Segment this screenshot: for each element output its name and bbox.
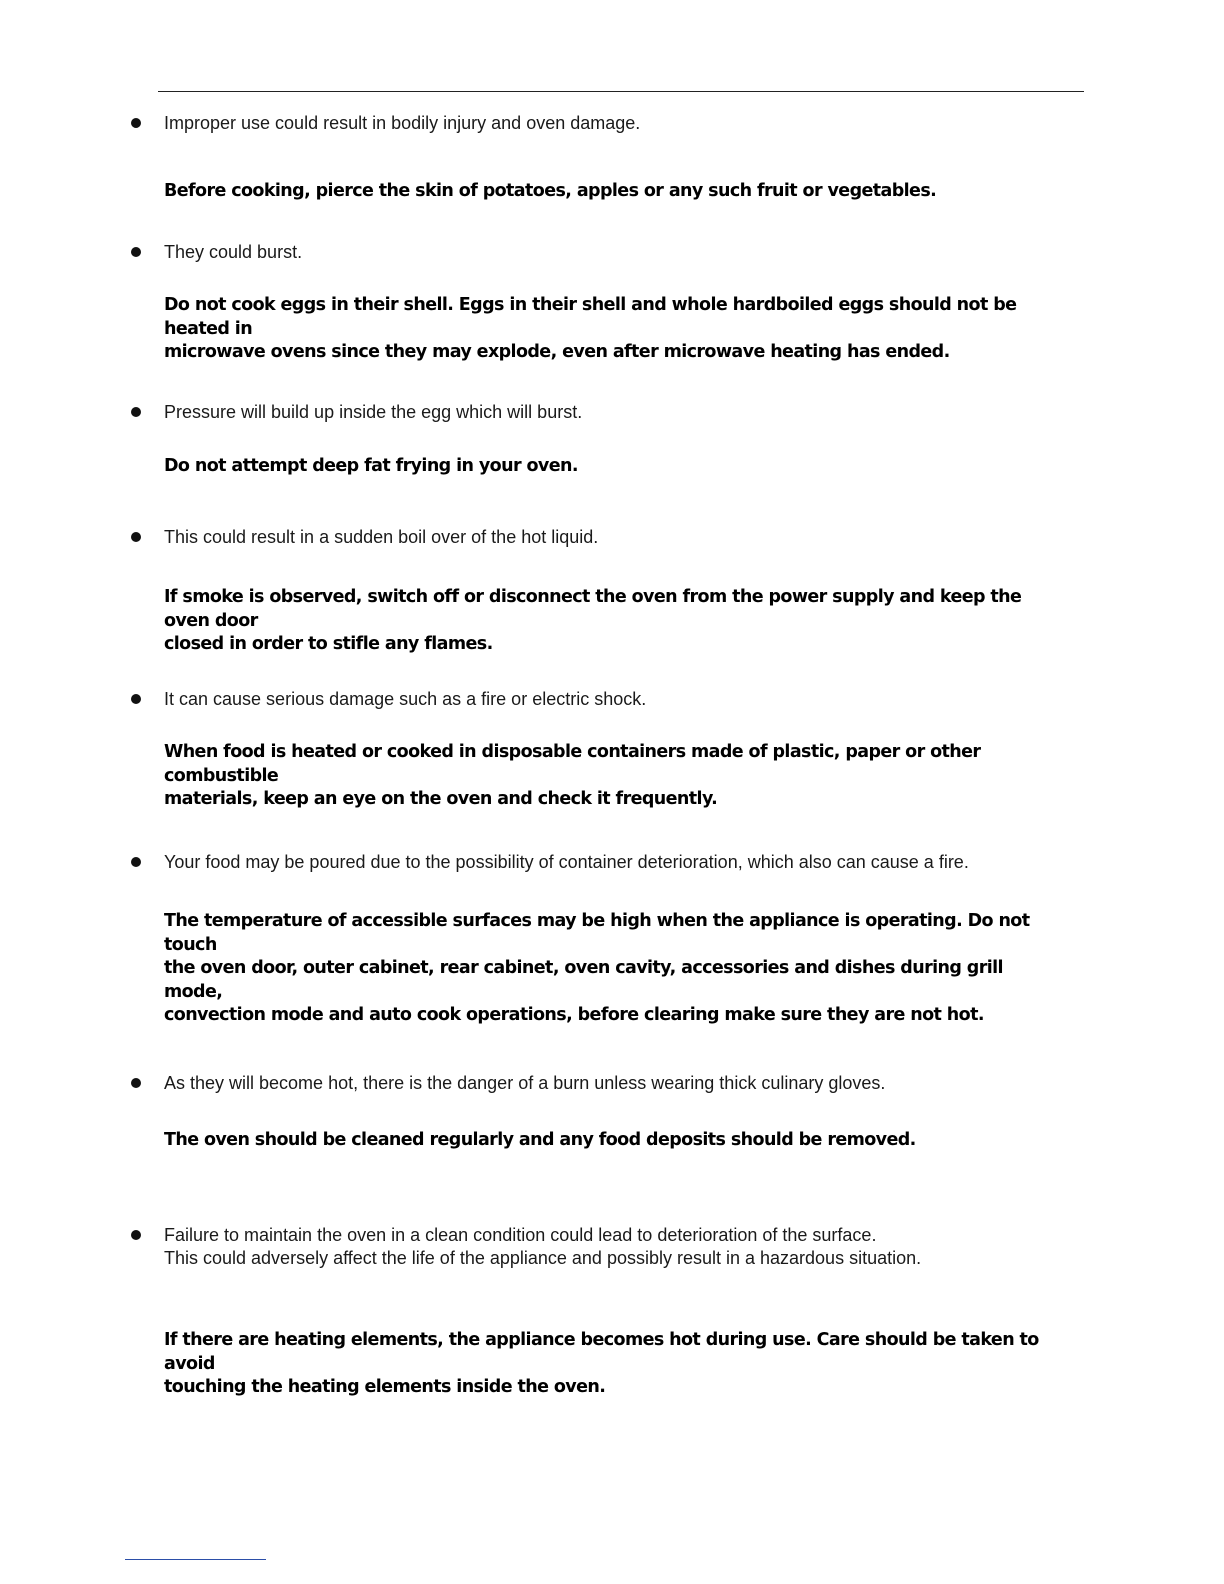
safety-note xyxy=(164,526,598,549)
safety-note xyxy=(164,1224,921,1270)
bullet-icon xyxy=(131,694,141,704)
safety-note xyxy=(164,851,969,874)
note-line: Your food may be poured due to the possibility of container deterioration, which also can cause a fire. xyxy=(164,852,969,872)
note-line: Failure to maintain the oven in a clean condition could lead to deterioration of the surface. xyxy=(164,1225,877,1245)
footer-rule xyxy=(125,1559,266,1560)
warning-line: Do not attempt deep fat frying in your oven. xyxy=(164,456,578,476)
bullet-icon xyxy=(131,857,141,867)
bullet-icon xyxy=(131,1078,141,1088)
warning-line: When food is heated or cooked in disposable containers made of plastic, paper or other combustible xyxy=(164,742,981,786)
warning-line: If there are heating elements, the appliance becomes hot during use. Care should be taken to avoid xyxy=(164,1330,1039,1374)
bullet-icon xyxy=(131,1230,141,1240)
note-line: Pressure will build up inside the egg which will burst. xyxy=(164,402,583,422)
warning-line: closed in order to stifle any flames. xyxy=(164,634,493,654)
safety-warning xyxy=(164,586,1064,657)
safety-note xyxy=(164,401,582,424)
safety-warning xyxy=(164,294,1064,365)
note-line: This could adversely affect the life of the appliance and possibly result in a hazardous situation. xyxy=(164,1248,922,1268)
warning-line: Do not cook eggs in their shell. Eggs in their shell and whole hardboiled eggs should not be heated in xyxy=(164,295,1017,339)
warning-line: convection mode and auto cook operations, before clearing make sure they are not hot. xyxy=(164,1005,984,1025)
note-line: They could burst. xyxy=(164,242,303,262)
warning-line: materials, keep an eye on the oven and check it frequently. xyxy=(164,789,718,809)
warning-line: The temperature of accessible surfaces may be high when the appliance is operating. Do not touch xyxy=(164,911,1030,955)
warning-line: the oven door, outer cabinet, rear cabinet, oven cavity, accessories and dishes during grill mode, xyxy=(164,958,1003,1002)
bullet-icon xyxy=(131,532,141,542)
bullet-icon xyxy=(131,407,141,417)
warning-line: touching the heating elements inside the oven. xyxy=(164,1377,606,1397)
safety-note xyxy=(164,241,302,264)
safety-note xyxy=(164,1072,885,1095)
safety-warning xyxy=(164,1329,1064,1400)
safety-warning xyxy=(164,180,1064,204)
safety-note xyxy=(164,688,646,711)
safety-warning xyxy=(164,910,1064,1028)
warning-line: Before cooking, pierce the skin of potatoes, apples or any such fruit or vegetables. xyxy=(164,181,937,201)
warning-line: If smoke is observed, switch off or disconnect the oven from the power supply and keep the oven door xyxy=(164,587,1022,631)
safety-warning xyxy=(164,455,1064,479)
note-line: This could result in a sudden boil over of the hot liquid. xyxy=(164,527,599,547)
bullet-icon xyxy=(131,118,141,128)
note-line: As they will become hot, there is the danger of a burn unless wearing thick culinary gloves. xyxy=(164,1073,886,1093)
bullet-icon xyxy=(131,247,141,257)
header-rule xyxy=(158,91,1084,92)
safety-note xyxy=(164,112,640,135)
warning-line: microwave ovens since they may explode, even after microwave heating has ended. xyxy=(164,342,950,362)
warning-line: The oven should be cleaned regularly and any food deposits should be removed. xyxy=(164,1130,916,1150)
safety-warning xyxy=(164,1129,1064,1153)
safety-warning xyxy=(164,741,1064,812)
note-line: Improper use could result in bodily injury and oven damage. xyxy=(164,113,641,133)
note-line: It can cause serious damage such as a fire or electric shock. xyxy=(164,689,647,709)
